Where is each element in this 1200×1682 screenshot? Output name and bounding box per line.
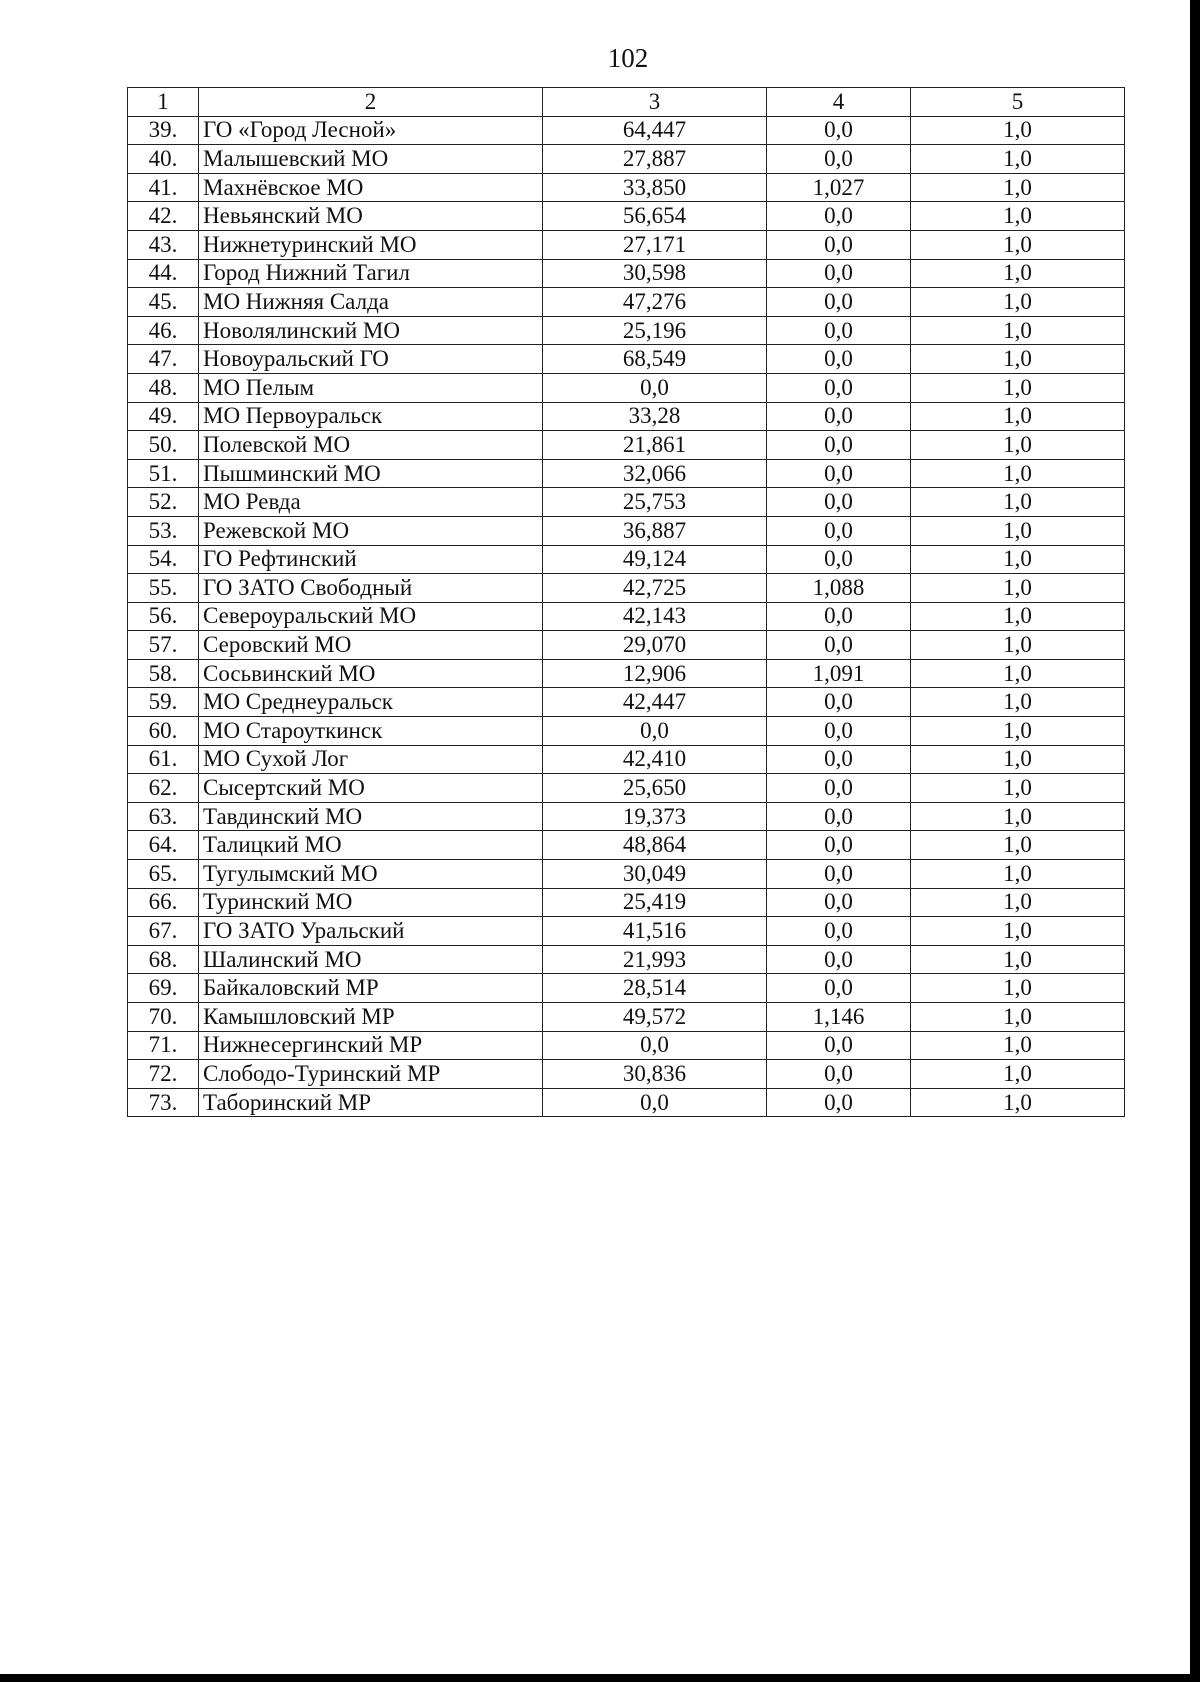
value-col4-cell: 0,0: [767, 516, 911, 545]
scan-edge-right: [1190, 0, 1200, 1682]
value-col4-cell: 0,0: [767, 1088, 911, 1117]
municipality-name-cell: МО Сухой Лог: [199, 745, 543, 774]
table-row: [128, 917, 1125, 946]
value-col5-cell: 1,0: [911, 1003, 1125, 1032]
table-row: [128, 774, 1125, 803]
value-col5-cell: 1,0: [911, 259, 1125, 288]
value-col5-cell: 1,0: [911, 431, 1125, 460]
municipality-name-cell: Тугулымский МО: [199, 860, 543, 889]
municipality-name-cell: Нижнесергинский МР: [199, 1031, 543, 1060]
value-col5-cell: 1,0: [911, 831, 1125, 860]
value-col5-cell: 1,0: [911, 802, 1125, 831]
value-col4-cell: 1,027: [767, 173, 911, 202]
value-col3-cell: 25,753: [543, 488, 767, 517]
table-row: [128, 1088, 1125, 1117]
value-col4-cell: 0,0: [767, 402, 911, 431]
table-row: [128, 659, 1125, 688]
municipality-name-cell: МО Первоуральск: [199, 402, 543, 431]
value-col5-cell: 1,0: [911, 116, 1125, 145]
value-col4-cell: 0,0: [767, 802, 911, 831]
row-number-cell: 55.: [128, 574, 199, 603]
column-header-3: 3: [543, 88, 767, 117]
table-row: [128, 802, 1125, 831]
municipality-name-cell: МО Пелым: [199, 373, 543, 402]
row-number-cell: 72.: [128, 1060, 199, 1089]
municipality-name-cell: Новоуральский ГО: [199, 345, 543, 374]
municipality-name-cell: Пышминский МО: [199, 459, 543, 488]
value-col5-cell: 1,0: [911, 860, 1125, 889]
table-row: [128, 860, 1125, 889]
value-col5-cell: 1,0: [911, 774, 1125, 803]
value-col4-cell: 1,146: [767, 1003, 911, 1032]
municipality-name-cell: Тавдинский МО: [199, 802, 543, 831]
row-number-cell: 70.: [128, 1003, 199, 1032]
row-number-cell: 45.: [128, 288, 199, 317]
column-header-5: 5: [911, 88, 1125, 117]
value-col5-cell: 1,0: [911, 316, 1125, 345]
value-col5-cell: 1,0: [911, 745, 1125, 774]
data-table: [127, 87, 1125, 1117]
value-col4-cell: 0,0: [767, 373, 911, 402]
value-col5-cell: 1,0: [911, 488, 1125, 517]
row-number-cell: 65.: [128, 860, 199, 889]
municipality-name-cell: Туринский МО: [199, 888, 543, 917]
row-number-cell: 67.: [128, 917, 199, 946]
page-number: 102: [607, 43, 649, 73]
value-col4-cell: 0,0: [767, 1060, 911, 1089]
municipality-name-cell: Слободо-Туринский МР: [199, 1060, 543, 1089]
value-col3-cell: 49,124: [543, 545, 767, 574]
row-number-cell: 44.: [128, 259, 199, 288]
value-col5-cell: 1,0: [911, 1031, 1125, 1060]
row-number-cell: 47.: [128, 345, 199, 374]
municipality-name-cell: Полевской МО: [199, 431, 543, 460]
value-col3-cell: 19,373: [543, 802, 767, 831]
value-col3-cell: 56,654: [543, 202, 767, 231]
value-col3-cell: 12,906: [543, 659, 767, 688]
value-col5-cell: 1,0: [911, 945, 1125, 974]
value-col4-cell: 0,0: [767, 631, 911, 660]
value-col5-cell: 1,0: [911, 345, 1125, 374]
table-body: [128, 116, 1125, 1117]
row-number-cell: 54.: [128, 545, 199, 574]
municipality-name-cell: Город Нижний Тагил: [199, 259, 543, 288]
value-col3-cell: 33,28: [543, 402, 767, 431]
municipality-name-cell: Малышевский МО: [199, 145, 543, 174]
municipality-name-cell: ГО Рефтинский: [199, 545, 543, 574]
value-col3-cell: 28,514: [543, 974, 767, 1003]
table-row: [128, 288, 1125, 317]
table-row: [128, 688, 1125, 717]
row-number-cell: 53.: [128, 516, 199, 545]
row-number-cell: 42.: [128, 202, 199, 231]
value-col5-cell: 1,0: [911, 145, 1125, 174]
table-row: [128, 259, 1125, 288]
municipality-name-cell: Махнёвское МО: [199, 173, 543, 202]
value-col5-cell: 1,0: [911, 288, 1125, 317]
table-row: [128, 345, 1125, 374]
value-col4-cell: 0,0: [767, 860, 911, 889]
value-col3-cell: 0,0: [543, 373, 767, 402]
row-number-cell: 61.: [128, 745, 199, 774]
row-number-cell: 49.: [128, 402, 199, 431]
value-col3-cell: 42,447: [543, 688, 767, 717]
table-row: [128, 545, 1125, 574]
municipality-name-cell: Невьянский МО: [199, 202, 543, 231]
value-col3-cell: 42,410: [543, 745, 767, 774]
row-number-cell: 68.: [128, 945, 199, 974]
row-number-cell: 64.: [128, 831, 199, 860]
municipality-name-cell: Серовский МО: [199, 631, 543, 660]
value-col5-cell: 1,0: [911, 574, 1125, 603]
value-col4-cell: 0,0: [767, 917, 911, 946]
row-number-cell: 48.: [128, 373, 199, 402]
table-row: [128, 402, 1125, 431]
value-col3-cell: 68,549: [543, 345, 767, 374]
value-col3-cell: 42,143: [543, 602, 767, 631]
value-col5-cell: 1,0: [911, 974, 1125, 1003]
value-col4-cell: 0,0: [767, 974, 911, 1003]
value-col5-cell: 1,0: [911, 373, 1125, 402]
column-header-1: 1: [128, 88, 199, 117]
table-row: [128, 488, 1125, 517]
row-number-cell: 43.: [128, 230, 199, 259]
value-col4-cell: 0,0: [767, 888, 911, 917]
table-row: [128, 145, 1125, 174]
value-col3-cell: 21,861: [543, 431, 767, 460]
value-col4-cell: 1,091: [767, 659, 911, 688]
value-col3-cell: 27,171: [543, 230, 767, 259]
table-row: [128, 431, 1125, 460]
value-col4-cell: 0,0: [767, 116, 911, 145]
value-col3-cell: 0,0: [543, 1088, 767, 1117]
value-col3-cell: 33,850: [543, 173, 767, 202]
value-col4-cell: 0,0: [767, 345, 911, 374]
municipality-name-cell: Североуральский МО: [199, 602, 543, 631]
municipality-name-cell: МО Нижняя Салда: [199, 288, 543, 317]
table-row: [128, 459, 1125, 488]
value-col5-cell: 1,0: [911, 230, 1125, 259]
value-col4-cell: 1,088: [767, 574, 911, 603]
value-col5-cell: 1,0: [911, 402, 1125, 431]
municipality-name-cell: Шалинский МО: [199, 945, 543, 974]
value-col3-cell: 36,887: [543, 516, 767, 545]
table-row: [128, 373, 1125, 402]
row-number-cell: 69.: [128, 974, 199, 1003]
value-col5-cell: 1,0: [911, 717, 1125, 746]
value-col5-cell: 1,0: [911, 459, 1125, 488]
municipality-name-cell: Режевской МО: [199, 516, 543, 545]
value-col4-cell: 0,0: [767, 230, 911, 259]
value-col3-cell: 29,070: [543, 631, 767, 660]
value-col3-cell: 30,049: [543, 860, 767, 889]
value-col4-cell: 0,0: [767, 745, 911, 774]
row-number-cell: 59.: [128, 688, 199, 717]
table-row: [128, 745, 1125, 774]
municipality-name-cell: МО Среднеуральск: [199, 688, 543, 717]
municipality-name-cell: Новолялинский МО: [199, 316, 543, 345]
row-number-cell: 63.: [128, 802, 199, 831]
row-number-cell: 58.: [128, 659, 199, 688]
value-col5-cell: 1,0: [911, 688, 1125, 717]
municipality-name-cell: Сосьвинский МО: [199, 659, 543, 688]
value-col3-cell: 27,887: [543, 145, 767, 174]
value-col5-cell: 1,0: [911, 602, 1125, 631]
row-number-cell: 51.: [128, 459, 199, 488]
municipality-name-cell: Байкаловский МР: [199, 974, 543, 1003]
value-col5-cell: 1,0: [911, 917, 1125, 946]
value-col4-cell: 0,0: [767, 774, 911, 803]
table-row: [128, 173, 1125, 202]
row-number-cell: 39.: [128, 116, 199, 145]
table-row: [128, 602, 1125, 631]
municipality-name-cell: Нижнетуринский МО: [199, 230, 543, 259]
value-col3-cell: 25,650: [543, 774, 767, 803]
municipality-name-cell: ГО «Город Лесной»: [199, 116, 543, 145]
value-col3-cell: 48,864: [543, 831, 767, 860]
value-col3-cell: 64,447: [543, 116, 767, 145]
value-col3-cell: 41,516: [543, 917, 767, 946]
value-col4-cell: 0,0: [767, 1031, 911, 1060]
table-row: [128, 945, 1125, 974]
value-col3-cell: 0,0: [543, 717, 767, 746]
value-col5-cell: 1,0: [911, 631, 1125, 660]
value-col3-cell: 49,572: [543, 1003, 767, 1032]
value-col3-cell: 32,066: [543, 459, 767, 488]
row-number-cell: 57.: [128, 631, 199, 660]
value-col4-cell: 0,0: [767, 717, 911, 746]
table-row: [128, 230, 1125, 259]
value-col5-cell: 1,0: [911, 1060, 1125, 1089]
value-col4-cell: 0,0: [767, 145, 911, 174]
row-number-cell: 71.: [128, 1031, 199, 1060]
value-col4-cell: 0,0: [767, 259, 911, 288]
row-number-cell: 60.: [128, 717, 199, 746]
value-col5-cell: 1,0: [911, 659, 1125, 688]
municipality-name-cell: ГО ЗАТО Уральский: [199, 917, 543, 946]
column-header-2: 2: [199, 88, 543, 117]
row-number-cell: 52.: [128, 488, 199, 517]
row-number-cell: 56.: [128, 602, 199, 631]
row-number-cell: 46.: [128, 316, 199, 345]
value-col4-cell: 0,0: [767, 945, 911, 974]
table-row: [128, 717, 1125, 746]
value-col5-cell: 1,0: [911, 516, 1125, 545]
municipality-name-cell: МО Староуткинск: [199, 717, 543, 746]
value-col4-cell: 0,0: [767, 431, 911, 460]
value-col4-cell: 0,0: [767, 459, 911, 488]
row-number-cell: 62.: [128, 774, 199, 803]
value-col5-cell: 1,0: [911, 545, 1125, 574]
value-col3-cell: 21,993: [543, 945, 767, 974]
value-col4-cell: 0,0: [767, 831, 911, 860]
row-number-cell: 41.: [128, 173, 199, 202]
value-col3-cell: 30,836: [543, 1060, 767, 1089]
table-row: [128, 631, 1125, 660]
row-number-cell: 40.: [128, 145, 199, 174]
table-row: [128, 516, 1125, 545]
value-col3-cell: 47,276: [543, 288, 767, 317]
value-col3-cell: 0,0: [543, 1031, 767, 1060]
table-row: [128, 116, 1125, 145]
column-header-4: 4: [767, 88, 911, 117]
municipality-name-cell: Камышловский МР: [199, 1003, 543, 1032]
value-col3-cell: 25,196: [543, 316, 767, 345]
table-row: [128, 831, 1125, 860]
value-col3-cell: 25,419: [543, 888, 767, 917]
table-row: [128, 574, 1125, 603]
value-col5-cell: 1,0: [911, 1088, 1125, 1117]
value-col5-cell: 1,0: [911, 173, 1125, 202]
value-col4-cell: 0,0: [767, 545, 911, 574]
value-col4-cell: 0,0: [767, 602, 911, 631]
value-col4-cell: 0,0: [767, 316, 911, 345]
table-header-row: [128, 88, 1125, 117]
table-row: [128, 202, 1125, 231]
value-col5-cell: 1,0: [911, 888, 1125, 917]
value-col3-cell: 30,598: [543, 259, 767, 288]
municipality-name-cell: Таборинский МР: [199, 1088, 543, 1117]
value-col5-cell: 1,0: [911, 202, 1125, 231]
row-number-cell: 73.: [128, 1088, 199, 1117]
table-row: [128, 1003, 1125, 1032]
scan-edge-bottom: [0, 1674, 1200, 1682]
value-col4-cell: 0,0: [767, 288, 911, 317]
table-row: [128, 974, 1125, 1003]
row-number-cell: 50.: [128, 431, 199, 460]
municipality-name-cell: Талицкий МО: [199, 831, 543, 860]
value-col4-cell: 0,0: [767, 688, 911, 717]
municipality-name-cell: Сысертский МО: [199, 774, 543, 803]
value-col4-cell: 0,0: [767, 488, 911, 517]
table-row: [128, 888, 1125, 917]
value-col4-cell: 0,0: [767, 202, 911, 231]
table-row: [128, 316, 1125, 345]
municipality-name-cell: ГО ЗАТО Свободный: [199, 574, 543, 603]
table-row: [128, 1060, 1125, 1089]
table-row: [128, 1031, 1125, 1060]
value-col3-cell: 42,725: [543, 574, 767, 603]
row-number-cell: 66.: [128, 888, 199, 917]
municipality-name-cell: МО Ревда: [199, 488, 543, 517]
